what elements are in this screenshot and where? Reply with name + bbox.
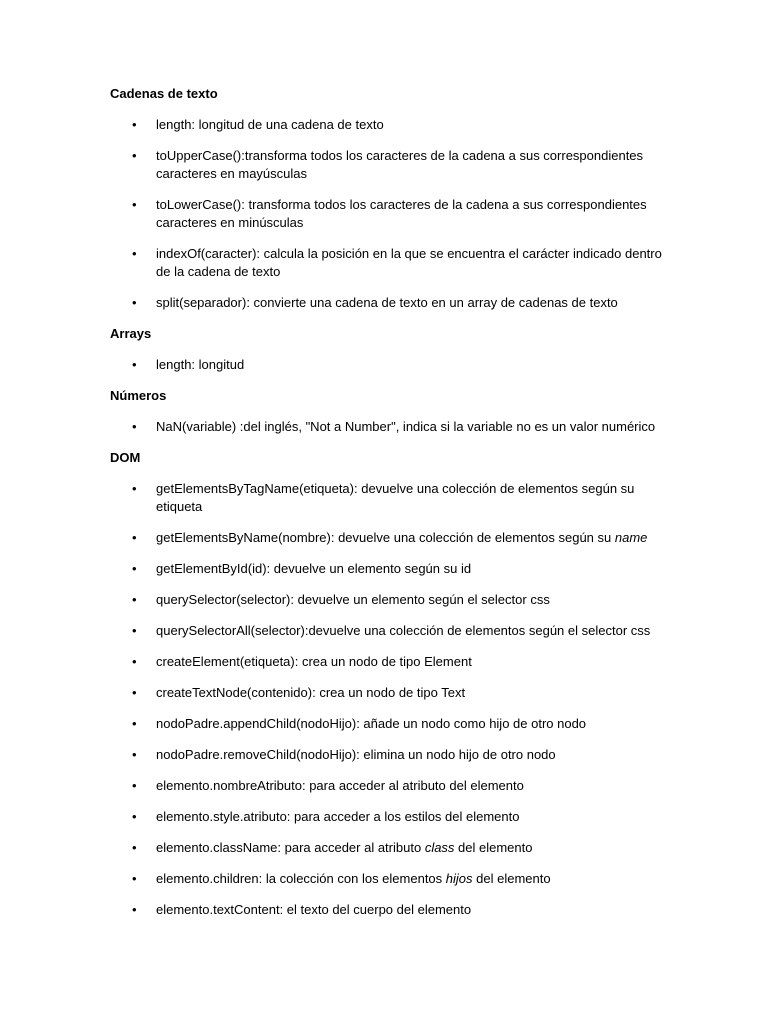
list-item xyxy=(110,746,670,764)
section-heading: Cadenas de texto xyxy=(110,86,218,101)
list-item-text: nodoPadre.removeChild(nodoHijo): elimina un nodo hijo de otro nodo xyxy=(156,747,556,762)
list-item xyxy=(110,870,670,888)
list-item xyxy=(110,245,670,281)
list-item xyxy=(110,715,670,733)
list-item xyxy=(110,294,670,312)
list-item-text: elemento.children: la colección con los elementos xyxy=(156,871,446,886)
list-item-text-after: del elemento xyxy=(454,840,533,855)
list-item-text: length: longitud xyxy=(156,357,245,372)
list-item-text: toLowerCase(): transforma todos los caracteres de la cadena a sus correspondientes caracteres en minúsculas xyxy=(156,197,647,230)
list-item xyxy=(110,529,670,547)
section-cadenas-de-texto xyxy=(110,85,670,312)
list-item-text: elemento.nombreAtributo: para acceder al atributo del elemento xyxy=(156,778,524,793)
bullet-icon: • xyxy=(132,530,137,545)
list-item-text: elemento.style.atributo: para acceder a los estilos del elemento xyxy=(156,809,520,824)
bullet-icon: • xyxy=(132,654,137,669)
list-item xyxy=(110,116,670,134)
list-item-text: getElementsByName(nombre): devuelve una colección de elementos según su xyxy=(156,530,615,545)
section-arrays xyxy=(110,325,670,374)
list-item-text: getElementsByTagName(etiqueta): devuelve una colección de elementos según su etiqueta xyxy=(156,481,635,514)
bullet-icon: • xyxy=(132,778,137,793)
bullet-icon: • xyxy=(132,117,137,132)
list-item-text: querySelectorAll(selector):devuelve una colección de elementos según el selector css xyxy=(156,623,651,638)
bullet-icon: • xyxy=(132,419,137,434)
bullet-icon: • xyxy=(132,592,137,607)
list-item-text: length: longitud de una cadena de texto xyxy=(156,117,384,132)
list-item-text: createTextNode(contenido): crea un nodo de tipo Text xyxy=(156,685,466,700)
list-item xyxy=(110,622,670,640)
bullet-icon: • xyxy=(132,685,137,700)
document-content xyxy=(110,85,670,932)
list-item xyxy=(110,684,670,702)
list-item xyxy=(110,653,670,671)
list-item xyxy=(110,196,670,232)
bullet-icon: • xyxy=(132,561,137,576)
bullet-icon: • xyxy=(132,148,137,163)
list-item-text: createElement(etiqueta): crea un nodo de tipo Element xyxy=(156,654,472,669)
list-item-text: split(separador): convierte una cadena de texto en un array de cadenas de texto xyxy=(156,295,618,310)
list-item-text: NaN(variable) :del inglés, "Not a Number", indica si la variable no es un valor numérico xyxy=(156,419,656,434)
list-item xyxy=(110,901,670,919)
list-item-emphasis: hijos xyxy=(445,871,473,886)
list-item xyxy=(110,356,670,374)
list-item xyxy=(110,777,670,795)
bullet-icon: • xyxy=(132,197,137,212)
bullet-list xyxy=(110,356,670,374)
bullet-icon: • xyxy=(132,295,137,310)
section-heading: Arrays xyxy=(110,326,152,341)
list-item xyxy=(110,480,670,516)
list-item-text-after: del elemento xyxy=(472,871,551,886)
list-item-text: indexOf(caracter): calcula la posición en la que se encuentra el carácter indicado dentro de la cadena de texto xyxy=(156,246,662,279)
list-item-text: querySelector(selector): devuelve un elemento según el selector css xyxy=(156,592,550,607)
list-item xyxy=(110,560,670,578)
list-item xyxy=(110,147,670,183)
bullet-icon: • xyxy=(132,840,137,855)
list-item-text: toUpperCase():transforma todos los caracteres de la cadena a sus correspondientes caracteres en mayúsculas xyxy=(156,148,644,181)
bullet-icon: • xyxy=(132,809,137,824)
bullet-icon: • xyxy=(132,747,137,762)
list-item-emphasis: class xyxy=(424,840,455,855)
bullet-icon: • xyxy=(132,357,137,372)
bullet-list xyxy=(110,418,670,436)
section-heading: DOM xyxy=(110,450,141,465)
section-heading: Números xyxy=(110,388,167,403)
section-numeros xyxy=(110,387,670,436)
bullet-list xyxy=(110,116,670,312)
list-item-text: elemento.textContent: el texto del cuerpo del elemento xyxy=(156,902,472,917)
list-item-text: nodoPadre.appendChild(nodoHijo): añade un nodo como hijo de otro nodo xyxy=(156,716,587,731)
list-item xyxy=(110,839,670,857)
bullet-icon: • xyxy=(132,481,137,496)
bullet-icon: • xyxy=(132,246,137,261)
list-item xyxy=(110,808,670,826)
list-item xyxy=(110,418,670,436)
list-item-text: getElementById(id): devuelve un elemento según su id xyxy=(156,561,472,576)
bullet-icon: • xyxy=(132,902,137,917)
list-item-text: elemento.className: para acceder al atributo xyxy=(156,840,425,855)
bullet-list xyxy=(110,480,670,919)
bullet-icon: • xyxy=(132,623,137,638)
bullet-icon: • xyxy=(132,871,137,886)
list-item-emphasis: name xyxy=(614,530,648,545)
section-dom xyxy=(110,449,670,919)
list-item xyxy=(110,591,670,609)
bullet-icon: • xyxy=(132,716,137,731)
